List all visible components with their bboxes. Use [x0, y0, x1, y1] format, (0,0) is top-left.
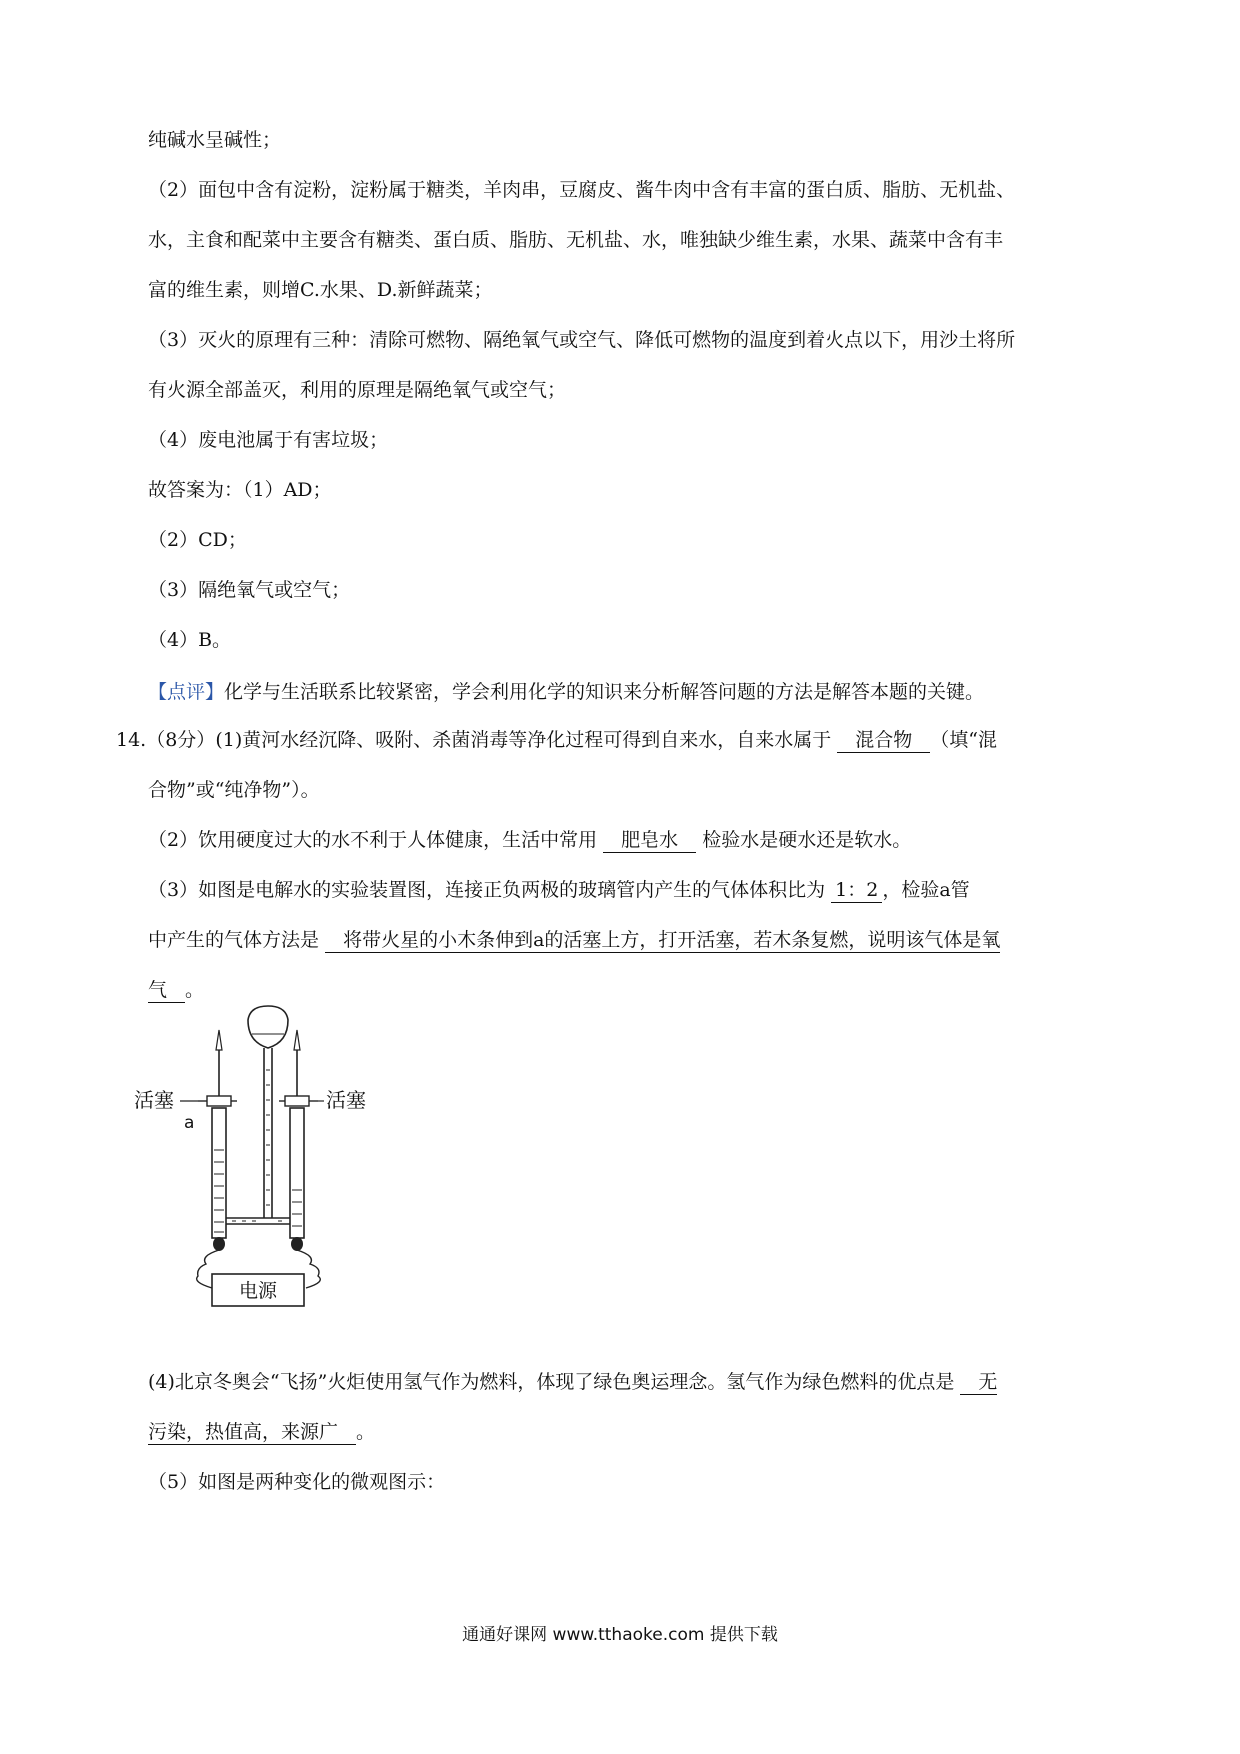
question-text: (1)黄河水经沉降、吸附、杀菌消毒等净化过程可得到自来水，自来水属于: [215, 729, 832, 751]
electrolysis-diagram: [134, 1000, 400, 1330]
stopcock-left-label: 活塞: [134, 1088, 174, 1112]
tube-b-water: [292, 1190, 302, 1226]
answer-blank: 1：2: [831, 879, 882, 903]
question-text: 。: [356, 1421, 376, 1443]
funnel: [248, 1006, 288, 1048]
comment-tag: 【点评】: [148, 681, 225, 703]
text-line: 纯碱水呈碱性；: [148, 129, 282, 151]
question-text: （2）饮用硬度过大的水不利于人体健康，生活中常用: [148, 829, 598, 851]
question-14-line2: 合物”或“纯净物”）。: [148, 779, 320, 801]
question-14-part3-line1: [148, 878, 970, 903]
answer-blank: 无: [960, 1371, 997, 1395]
stopcock-right-label: 活塞: [326, 1088, 366, 1112]
tube-b: [290, 1108, 304, 1238]
tube-a: [212, 1108, 226, 1238]
answer-blank: 肥皂水: [603, 829, 696, 853]
question-text: 。: [185, 979, 205, 1001]
question-14-part3-line2: [148, 928, 1000, 953]
text-line: 故答案为：（1）AD；: [148, 479, 332, 501]
question-text: 检验水是硬水还是软水。: [702, 829, 912, 851]
question-text: （3）如图是电解水的实验装置图，连接正负两极的玻璃管内产生的气体体积比为: [148, 879, 826, 901]
answer-blank: 气: [148, 979, 185, 1003]
question-14-line1: [116, 728, 997, 753]
electrode-right: [291, 1237, 303, 1251]
center-tube-marks: [266, 1070, 270, 1205]
question-14-part5: （5）如图是两种变化的微观图示：: [148, 1471, 446, 1493]
question-14-part4-line1: [148, 1370, 997, 1395]
stopcock-left: [207, 1096, 231, 1106]
tube-a-tip: [216, 1030, 222, 1050]
comment-text: 化学与生活联系比较紧密，学会利用化学的知识来分析解答问题的方法是解答本题的关键。: [224, 681, 985, 703]
stopcock-right: [285, 1096, 309, 1106]
question-text: 中产生的气体方法是: [148, 929, 320, 951]
text-line: （3）隔绝氧气或空气；: [148, 579, 351, 601]
text-line: （2）CD；: [148, 529, 247, 551]
question-14-part2: [148, 828, 911, 853]
text-line: （4）废电池属于有害垃圾；: [148, 429, 389, 451]
answer-blank: 污染，热值高，来源广: [148, 1421, 356, 1445]
question-score: （8分）: [146, 729, 216, 751]
text-line: （3）灭火的原理有三种：清除可燃物、隔绝氧气或空气、降低可燃物的温度到着火点以下，用沙土将所: [148, 329, 1016, 351]
tube-b-tip: [294, 1030, 300, 1050]
power-label: 电源: [238, 1280, 278, 1302]
tube-a-water: [214, 1150, 224, 1232]
text-line: 有火源全部盖灭，利用的原理是隔绝氧气或空气；: [148, 379, 567, 401]
text-line: （2）面包中含有淀粉，淀粉属于糖类，羊肉串，豆腐皮、酱牛肉中含有丰富的蛋白质、脂肪、无机盐、: [148, 179, 1016, 201]
question-text: (4)北京冬奥会“飞扬”火炬使用氢气作为燃料，体现了绿色奥运理念。氢气作为绿色燃料的优点是: [148, 1371, 955, 1393]
text-line: 水，主食和配菜中主要含有糖类、蛋白质、脂肪、无机盐、水，唯独缺少维生素，水果、蔬菜中含有丰: [148, 229, 1004, 251]
question-14-part4-line2: [148, 1420, 375, 1445]
answer-blank: 将带火星的小木条伸到a的活塞上方，打开活塞，若木条复燃，说明该气体是氧: [325, 929, 1000, 953]
question-text: ，检验a管: [882, 879, 970, 901]
text-line: 富的维生素，则增C.水果、D.新鲜蔬菜；: [148, 279, 493, 301]
text-line: （4）B。: [148, 629, 232, 651]
comment-line: [148, 680, 984, 704]
question-text: （填“混: [930, 729, 998, 751]
page-footer: 通通好课网 www.tthaoke.com 提供下载: [462, 1625, 778, 1645]
answer-blank: 混合物: [837, 729, 930, 753]
electrode-left: [213, 1237, 225, 1251]
question-number: 14.: [116, 729, 147, 751]
tube-a-label: a: [184, 1113, 195, 1133]
